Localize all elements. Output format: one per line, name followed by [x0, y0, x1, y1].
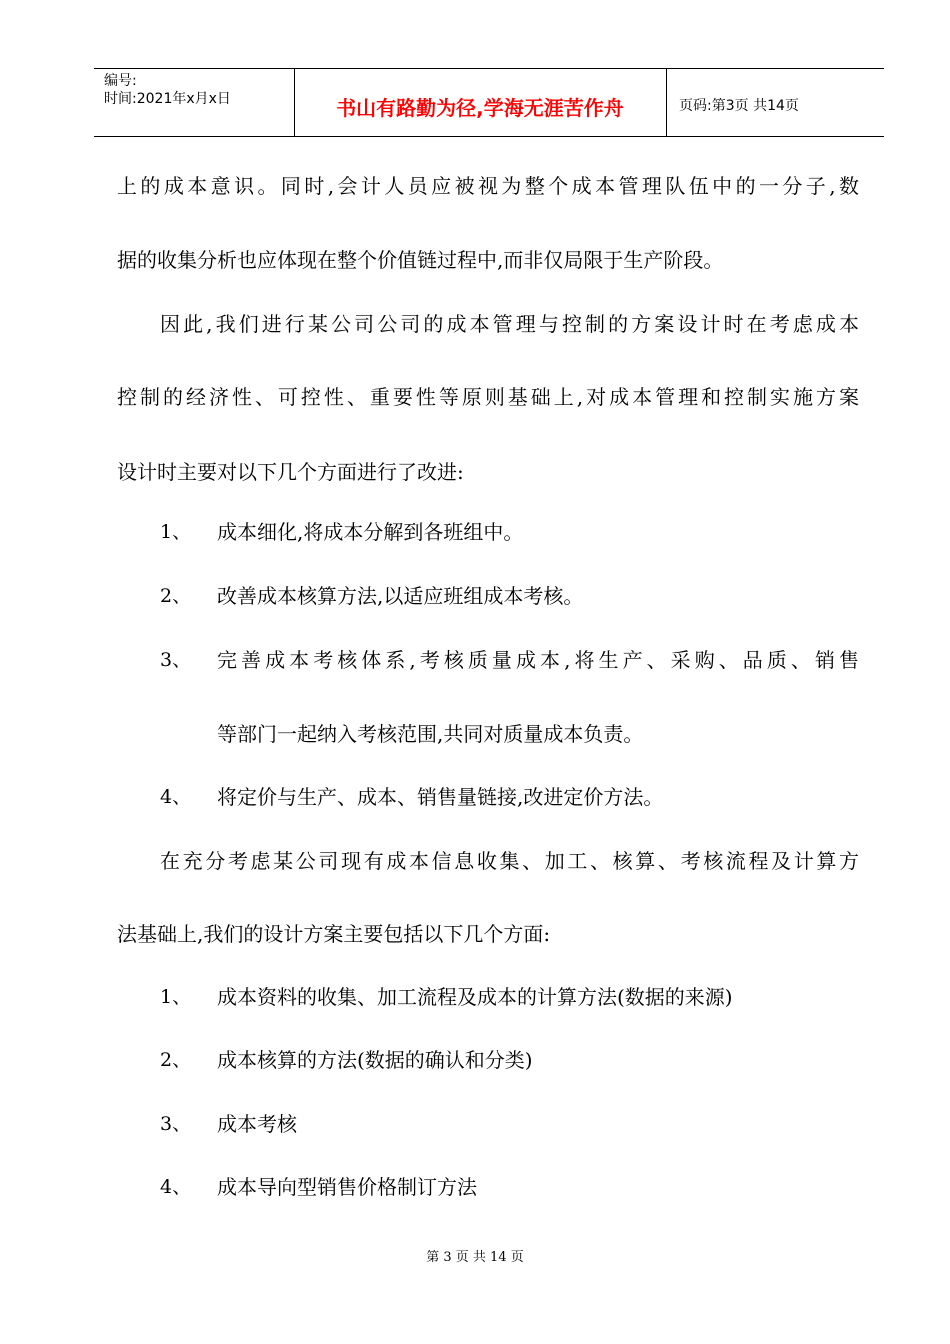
plan-2-num: 2、	[160, 1049, 192, 1071]
code-label: 编号:	[104, 73, 137, 89]
body-line-3: 因此,我们进行某公司公司的成本管理与控制的方案设计时在考虑成本	[160, 312, 859, 336]
plan-3-num: 3、	[160, 1113, 192, 1135]
improvement-2-num: 2、	[160, 585, 192, 607]
time-label: 时间:2021年x月x日	[104, 91, 231, 107]
plan-4-num: 4、	[160, 1176, 192, 1198]
para2-line-1: 在充分考虑某公司现有成本信息收集、加工、核算、考核流程及计算方	[160, 849, 859, 873]
improvement-3-text: 完善成本考核体系,考核质量成本,将生产、采购、品质、销售	[217, 648, 859, 672]
improvement-2-text: 改善成本核算方法,以适应班组成本考核。	[217, 584, 584, 608]
header-motto-cell	[294, 69, 667, 136]
body-line-1: 上的成本意识。同时,会计人员应被视为整个成本管理队伍中的一分子,数	[117, 174, 859, 198]
plan-4-text: 成本导向型销售价格制订方法	[217, 1175, 477, 1199]
page-header	[94, 68, 884, 137]
body-line-4: 控制的经济性、可控性、重要性等原则基础上,对成本管理和控制实施方案	[117, 385, 859, 409]
header-page-cell	[667, 69, 884, 136]
improvement-1-text: 成本细化,将成本分解到各班组中。	[217, 520, 524, 544]
plan-2-text: 成本核算的方法(数据的确认和分类)	[217, 1048, 533, 1072]
body-line-2: 据的收集分析也应体现在整个价值链过程中,而非仅局限于生产阶段。	[117, 248, 724, 272]
body-line-5: 设计时主要对以下几个方面进行了改进:	[117, 460, 464, 484]
header-meta-cell	[94, 69, 295, 136]
para2-line-2: 法基础上,我们的设计方案主要包括以下几个方面:	[117, 922, 551, 946]
page-info: 页码:第3页 共14页	[679, 98, 799, 114]
motto: 书山有路勤为径,学海无涯苦作舟	[336, 96, 624, 120]
improvement-3-cont: 等部门一起纳入考核范围,共同对质量成本负责。	[217, 722, 644, 746]
improvement-4-num: 4、	[160, 786, 192, 808]
improvement-4-text: 将定价与生产、成本、销售量链接,改进定价方法。	[217, 785, 664, 809]
improvement-3-num: 3、	[160, 649, 192, 671]
plan-3-text: 成本考核	[217, 1112, 297, 1136]
plan-1-num: 1、	[160, 986, 192, 1008]
plan-1-text: 成本资料的收集、加工流程及成本的计算方法(数据的来源)	[217, 985, 733, 1009]
improvement-1-num: 1、	[160, 521, 192, 543]
page-footer: 第 3 页 共 14 页	[426, 1250, 524, 1265]
